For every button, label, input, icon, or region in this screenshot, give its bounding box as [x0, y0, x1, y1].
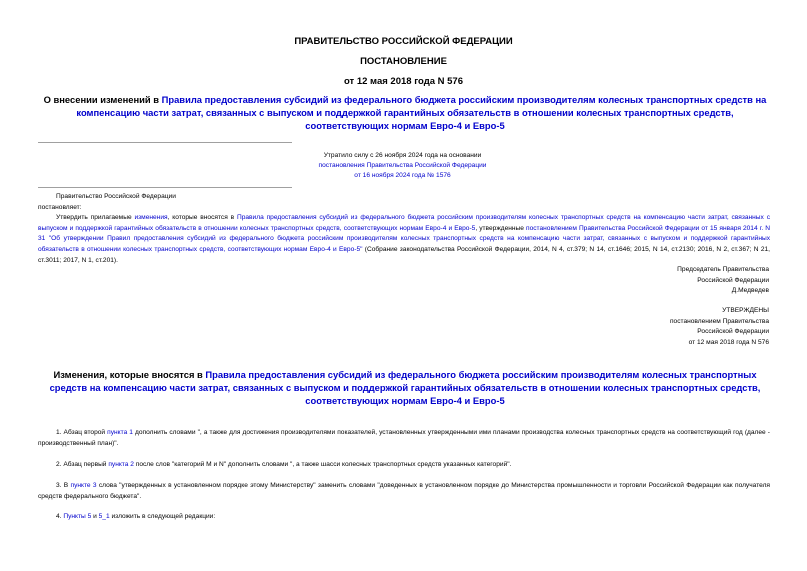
item-3	[38, 481, 770, 502]
approved-line-4: от 12 мая 2018 года N 576	[688, 338, 769, 346]
item-4-link-1[interactable]: Пункты 5	[63, 513, 92, 520]
item-2-link[interactable]: пункта 2	[108, 461, 134, 468]
doc-type-heading: ПОСТАНОВЛЕНИЕ	[360, 56, 447, 67]
approved-block	[670, 306, 769, 348]
approved-line-3: Российской Федерации	[697, 328, 769, 336]
rules-link[interactable]: Правила предоставления субсидий из федерального бюджета российским производителям колесных транспортных средств на компенсацию части затрат, связанных с выпуском и поддержкой гарантийных обязательств в отношении колесных транспортных средств, соответствующих нормам Евро-4 и Евро-5	[76, 94, 767, 131]
rules-link-body[interactable]: Правила предоставления субсидий из федерального бюджета российским производителям колесных транспортных средств на компенсацию части затрат, связанных с выпуском и поддержкой гарантийных обязательств в отношении колесных транспортных средств, соответствующих нормам Евро-4 и Евро-5	[38, 214, 770, 232]
item-4-text-mid: и	[91, 513, 99, 520]
changes-rules-link[interactable]: Правила предоставления субсидий из федерального бюджета российским производителям колесных транспортных средств на компенсацию части затрат, связанных с выпуском и поддержкой гарантийных обязательств в отношении колесных транспортных средств, соответствующих нормам Евро-4 и Евро-5	[49, 369, 761, 406]
approved-line-2: постановлением Правительства	[669, 317, 769, 325]
signature-name: Д.Медведев	[731, 287, 769, 295]
p1-text-a: Утвердить прилагаемые	[56, 214, 135, 222]
separator-line	[38, 142, 292, 143]
main-paragraph	[38, 213, 770, 266]
item-3-link[interactable]: пункте 3	[70, 482, 97, 489]
decrees-text: постановляет:	[38, 203, 82, 211]
item-4-text-a: 4.	[56, 513, 64, 520]
status-text: Утратило силу с 26 ноября 2024 года на основании	[323, 152, 482, 159]
item-1	[38, 428, 770, 449]
p1-text-c: , утвержденные	[475, 224, 527, 232]
item-1-text-b: дополнить словами ", а также для достижения производителями показателей, установленных утвержденными ими планами производства колесных транспортных средств на соответствующий год (далее - производственный план)".	[38, 429, 770, 447]
p1-text-b: , которые вносятся в	[167, 214, 237, 222]
signature-position-1: Председатель Правительства	[677, 266, 769, 273]
gov-rf-text: Правительство Российской Федерации	[56, 193, 176, 200]
approved-line-1: УТВЕРЖДЕНЫ	[722, 307, 769, 314]
item-1-text-a: 1. Абзац второй	[56, 429, 108, 436]
signature-position-2: Российской Федерации	[697, 276, 769, 284]
changes-title-prefix: Изменения, которые вносятся в	[53, 369, 206, 380]
repeal-decree-date-link[interactable]: от 16 ноября 2024 года № 1576	[354, 172, 451, 179]
preamble	[38, 192, 770, 266]
signature-block	[677, 265, 769, 297]
repeal-decree-link[interactable]: постановления Правительства Российской Федерации	[318, 162, 487, 169]
date-number-heading: от 12 мая 2018 года N 576	[343, 76, 464, 87]
item-4-text-b: изложить в следующей редакции:	[109, 513, 216, 520]
changes-title	[40, 368, 770, 407]
item-1-link[interactable]: пункта 1	[107, 429, 133, 436]
item-2-text-a: 2. Абзац первый	[56, 461, 109, 468]
item-3-text-b: слова "утвержденных в установленном порядке этому Министерству" заменить словами "доведенных в установленном порядке до Министерства промышленности и торговли Российской Федерации как получателя средств федерального бюджета".	[38, 482, 771, 500]
decree-link-body[interactable]: постановлением Правительства Российской Федерации от 15 января 2014 г. N 31 "Об утверждении Правил предоставления субсидий из федерального бюджета российским производителям колесных транспортных средств на компенсацию части затрат, связанных с выпуском и поддержкой гарантийных обязательств в отношении колесных транспортных средств, соответствующих нормам Евро-4 и Евро-5"	[38, 224, 770, 253]
item-4-link-2[interactable]: 5_1	[98, 513, 110, 520]
title-prefix: О внесении изменений в	[43, 94, 162, 105]
repeal-status	[250, 151, 555, 181]
government-heading: ПРАВИТЕЛЬСТВО РОССИЙСКОЙ ФЕДЕРАЦИИ	[294, 36, 513, 47]
changes-link[interactable]: изменения	[134, 214, 168, 222]
item-3-text-a: 3. В	[56, 482, 71, 489]
document-title	[40, 93, 770, 132]
item-4	[38, 512, 770, 523]
item-2	[38, 460, 770, 471]
item-2-text-b: после слов "категорий M и N" дополнить словами ", а также шасси колесных транспортных средств указанных категорий".	[133, 461, 512, 468]
p1-text-d: (Собрание законодательства Российской Федерации, 2014, N 4, ст.379; N 14, ст.1646; 2015, N 14, ст.2130; 2016, N 2, ст.367; N 21, ст.3011; 2017, N 1, ст.201).	[38, 245, 770, 264]
separator-line	[38, 187, 292, 188]
